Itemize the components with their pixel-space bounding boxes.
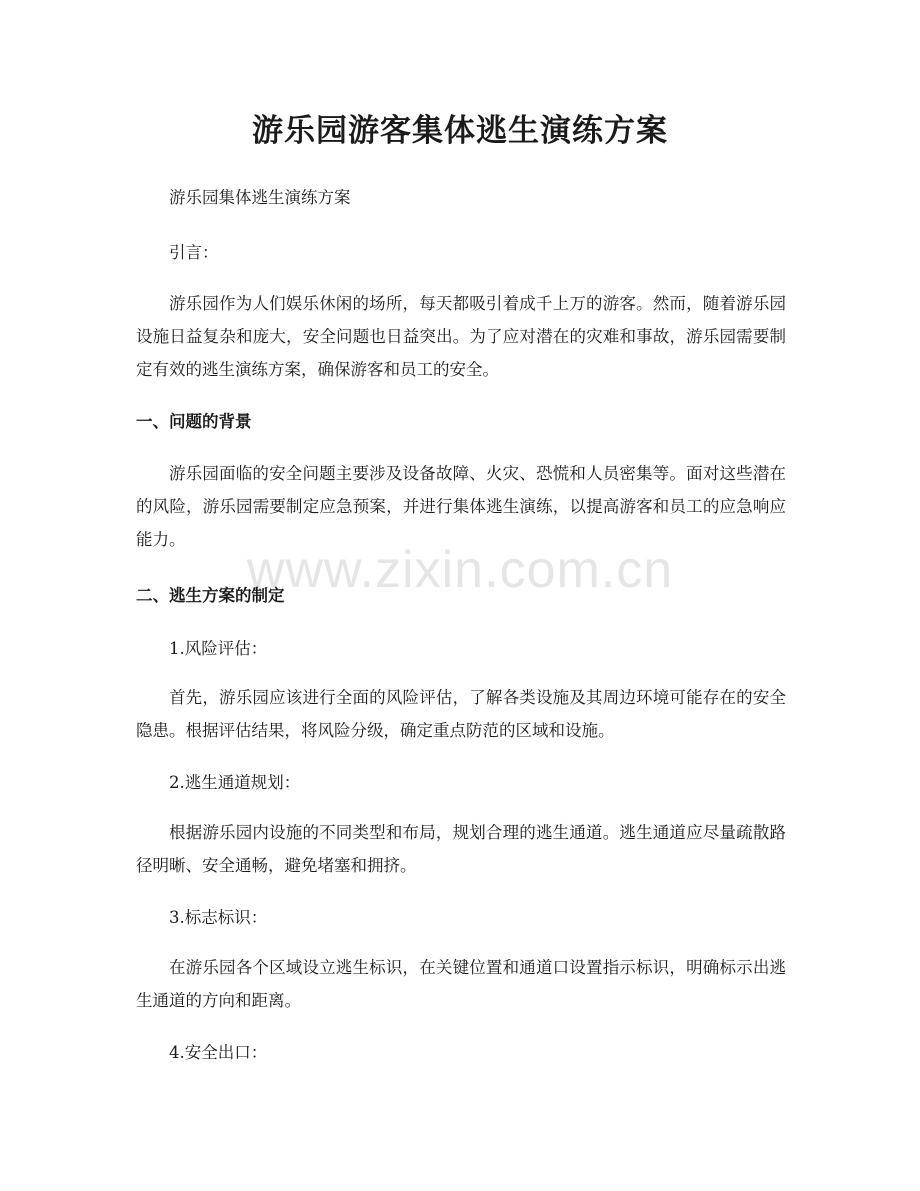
section-heading-background: 一、问题的背景 [136,412,252,431]
item-text-escape-routes: 根据游乐园内设施的不同类型和布局，规划合理的逃生通道。逃生通道应尽量疏散路径明晰、安全通畅，避免堵塞和拥挤。 [136,823,786,875]
item-label-safety-exits: 4.安全出口： [169,1043,268,1062]
intro-label: 引言： [169,243,219,262]
document-title: 游乐园游客集体逃生演练方案 [252,113,668,149]
intro-paragraph: 游乐园作为人们娱乐休闲的场所，每天都吸引着成千上万的游客。然而，随着游乐园设施日益复杂和庞大，安全问题也日益突出。为了应对潜在的灾难和事故，游乐园需要制定有效的逃生演练方案，确保游客和员工的安全。 [136,294,786,379]
item-text-signage: 在游乐园各个区域设立逃生标识，在关键位置和通道口设置指示标识，明确标示出逃生通道的方向和距离。 [136,958,786,1010]
item-label-signage: 3.标志标识： [169,908,268,927]
document-subtitle: 游乐园集体逃生演练方案 [169,188,351,207]
section-heading-plan: 二、逃生方案的制定 [136,586,285,605]
item-text-risk-assessment: 首先，游乐园应该进行全面的风险评估，了解各类设施及其周边环境可能存在的安全隐患。根据评估结果，将风险分级，确定重点防范的区域和设施。 [136,688,786,740]
item-label-escape-routes: 2.逃生通道规划： [169,773,301,792]
background-paragraph: 游乐园面临的安全问题主要涉及设备故障、火灾、恐慌和人员密集等。面对这些潜在的风险，游乐园需要制定应急预案，并进行集体逃生演练，以提高游客和员工的应急响应能力。 [136,464,786,549]
watermark: www.zixin.com.cn [246,541,674,599]
item-label-risk-assessment: 1.风险评估： [169,639,268,658]
